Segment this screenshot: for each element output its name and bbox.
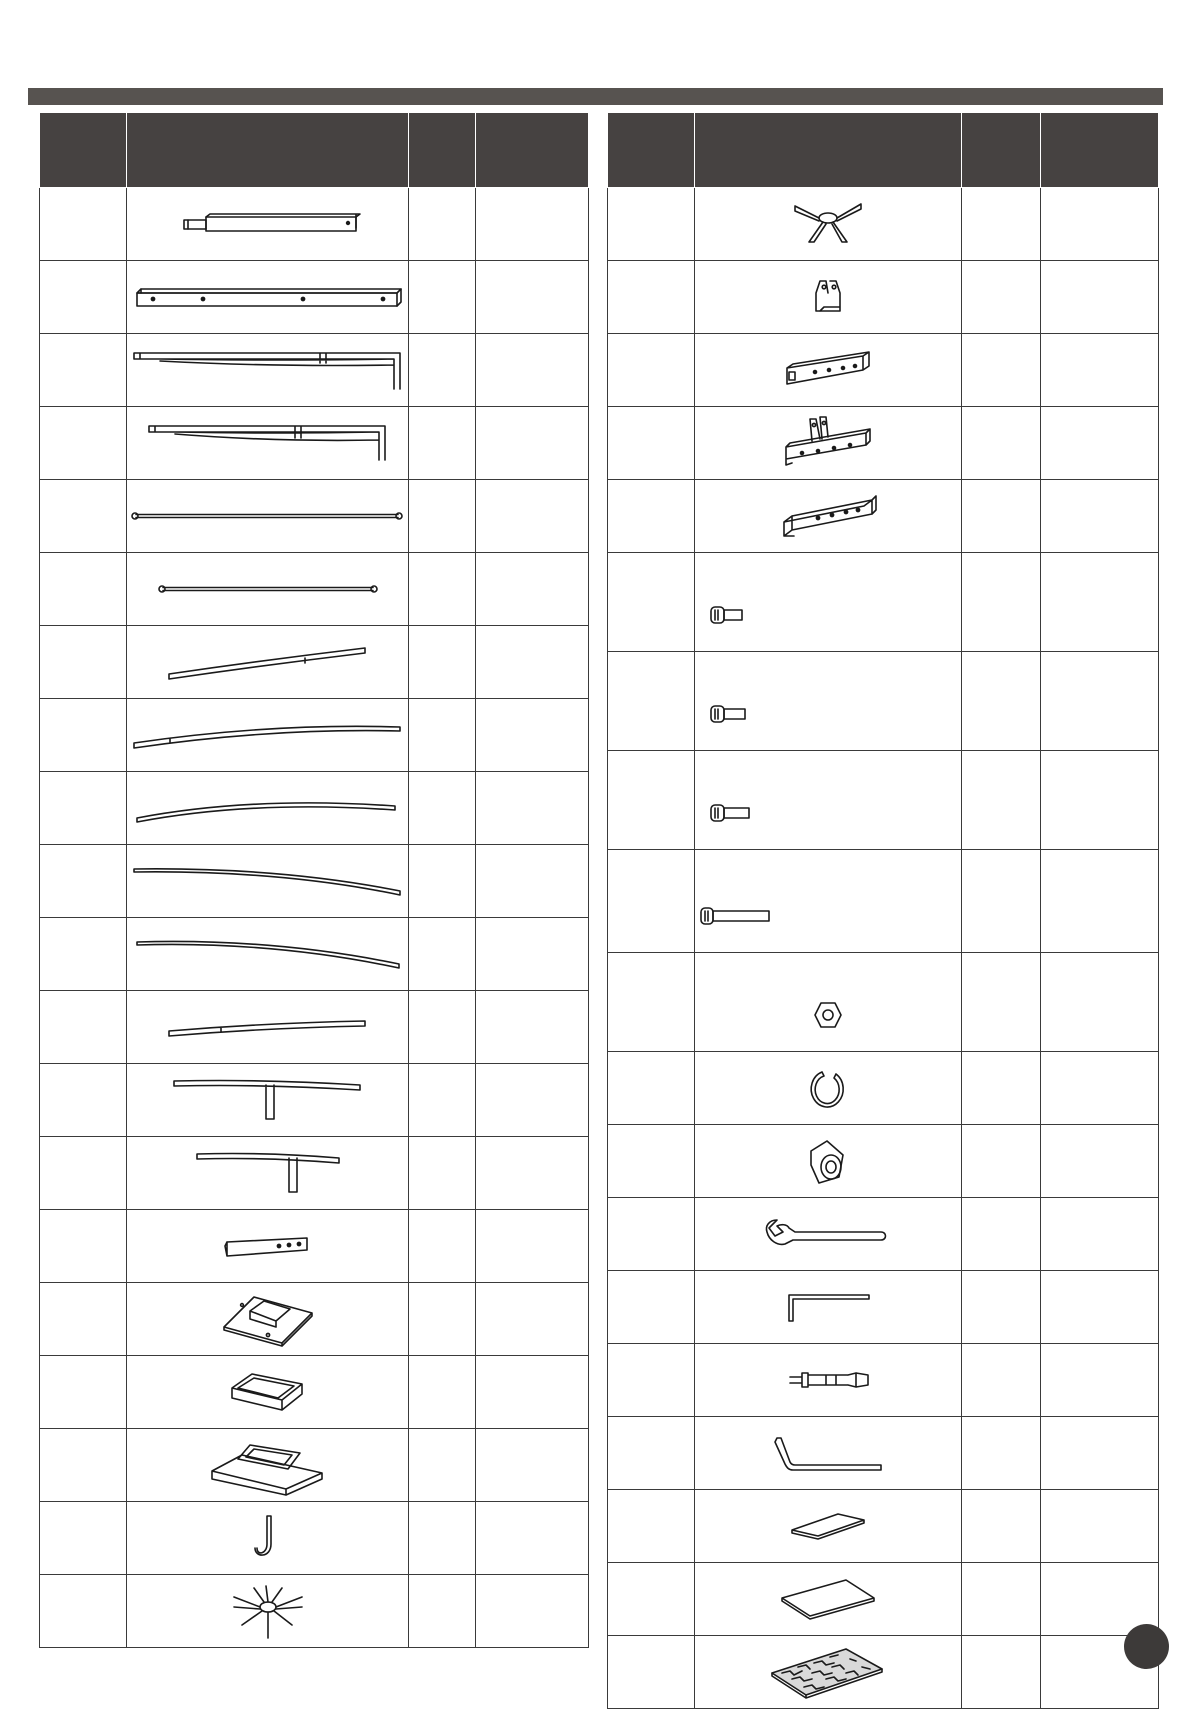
square-base-cover-icon — [228, 1370, 308, 1414]
parts-table-left — [39, 112, 589, 1648]
table-row — [608, 188, 1159, 261]
table-row — [40, 334, 589, 407]
long-rod-icon — [130, 509, 405, 523]
allen-key-small-icon — [783, 1287, 873, 1327]
slight-curved-tube-icon — [165, 1013, 370, 1041]
spacer-sleeve-icon — [803, 1137, 853, 1185]
hex-nut-icon — [813, 1000, 843, 1030]
parts-table-right — [607, 112, 1159, 1709]
table-row — [40, 626, 589, 699]
header-col-2 — [127, 113, 409, 188]
header-col-2 — [695, 113, 962, 188]
table-row — [40, 1356, 589, 1429]
table-row — [40, 991, 589, 1064]
connector-tube-icon — [223, 1232, 313, 1260]
allen-key-large-icon — [771, 1432, 886, 1474]
table-row — [40, 918, 589, 991]
medium-long-bolt-icon — [707, 802, 753, 824]
table-row — [40, 261, 589, 334]
table-row — [40, 1429, 589, 1502]
short-bolt-icon — [707, 604, 747, 626]
header-col-3 — [962, 113, 1041, 188]
table-row — [40, 845, 589, 918]
header-col-4 — [476, 113, 589, 188]
t-bar-short-icon — [193, 1148, 343, 1198]
table-row — [608, 261, 1159, 334]
expansion-bolt-icon — [786, 1367, 871, 1393]
table-row — [608, 1344, 1159, 1417]
arched-tube-b-icon — [130, 863, 405, 899]
wrench-icon — [763, 1214, 893, 1254]
table-row — [608, 751, 1159, 850]
small-pad-icon — [788, 1510, 868, 1542]
multi-arm-hub-icon — [228, 1581, 308, 1641]
table-row — [608, 850, 1159, 953]
hook-icon — [253, 1512, 283, 1564]
table-row — [608, 1271, 1159, 1344]
long-curved-truss-icon — [130, 349, 405, 391]
table-row — [608, 553, 1159, 652]
header-col-1 — [40, 113, 127, 188]
table-row — [40, 1502, 589, 1575]
base-plate-icon — [220, 1293, 315, 1345]
long-curved-tube-icon — [130, 719, 405, 751]
table-header-row — [608, 113, 1159, 188]
large-base-cover-icon — [208, 1439, 328, 1491]
table-row — [40, 1210, 589, 1283]
table-row — [40, 188, 589, 261]
table-row — [608, 1563, 1159, 1636]
textured-mat-icon — [768, 1643, 888, 1701]
arched-tube-c-icon — [133, 936, 403, 972]
table-row — [608, 953, 1159, 1052]
straight-beam-icon — [133, 285, 403, 309]
u-bracket-icon — [810, 277, 846, 317]
table-row — [608, 1198, 1159, 1271]
table-row — [608, 1636, 1159, 1709]
page-marker — [1124, 1624, 1169, 1669]
table-row — [608, 1417, 1159, 1490]
bracket-with-tab-icon — [782, 413, 874, 473]
table-row — [40, 699, 589, 772]
medium-bolt-icon — [707, 703, 749, 725]
table-header-row — [40, 113, 589, 188]
table-row — [40, 1137, 589, 1210]
t-bar-long-icon — [170, 1075, 365, 1125]
table-row — [608, 334, 1159, 407]
large-pad-icon — [778, 1576, 878, 1622]
square-tube-connector-icon — [783, 350, 873, 390]
four-arm-hub-icon — [791, 200, 866, 248]
table-row — [40, 1283, 589, 1356]
header-col-4 — [1041, 113, 1159, 188]
table-row — [40, 480, 589, 553]
table-row — [40, 772, 589, 845]
table-row — [40, 553, 589, 626]
table-row — [608, 1490, 1159, 1563]
long-bolt-icon — [697, 905, 773, 927]
table-row — [608, 480, 1159, 553]
arched-tube-a-icon — [133, 790, 403, 826]
table-row — [608, 1125, 1159, 1198]
top-bar — [28, 88, 1163, 105]
short-curved-tube-icon — [165, 642, 370, 682]
short-curved-truss-icon — [145, 422, 390, 464]
telescopic-post-icon — [178, 209, 358, 239]
channel-bracket-icon — [776, 490, 881, 542]
table-row — [40, 1575, 589, 1648]
header-col-3 — [409, 113, 476, 188]
table-row — [40, 1064, 589, 1137]
table-row — [608, 652, 1159, 751]
table-row — [608, 1052, 1159, 1125]
short-rod-icon — [157, 582, 379, 596]
table-row — [608, 407, 1159, 480]
snap-ring-icon — [808, 1066, 848, 1110]
header-col-1 — [608, 113, 695, 188]
table-row — [40, 407, 589, 480]
